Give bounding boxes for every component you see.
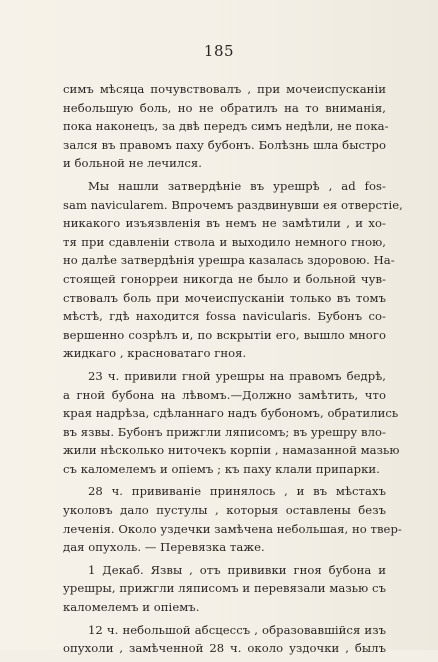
text-line: 12 ч. небольшой абсцессъ , образовавшійся изъ	[88, 622, 386, 637]
text-line: ствовалъ боль при мочеиспусканіи только въ томъ	[63, 290, 386, 305]
text-line: урешры, прижгли ляписомъ и перевязали мазью съ	[63, 581, 386, 596]
text-line: въ язвы. Бубонъ прижгли ляписомъ; въ урешру вло-	[63, 424, 387, 439]
text-line: и больной не лечился.	[63, 156, 202, 171]
text-line: зался въ правомъ паху бубонъ. Болѣзнь шла быстро	[63, 137, 386, 152]
text-line: никакого изъязвленія въ немъ не замѣтили , и хо-	[63, 216, 386, 231]
text-line: вершенно созрѣлъ и, по вскрытіи его, вышло много	[63, 327, 386, 342]
paragraph-5	[63, 561, 386, 617]
page-number: 185	[203, 42, 235, 60]
text-line: каломелемъ и опіемъ.	[63, 600, 200, 615]
text-line: дая опухоль. — Перевязка таже.	[63, 540, 265, 555]
page-body-text	[63, 80, 403, 662]
text-line: пока наконецъ, за двѣ передъ симъ недѣли, не пока-	[63, 119, 389, 134]
text-line: съ каломелемъ и опіемъ ; къ паху клали припарки.	[63, 461, 380, 476]
text-line: небольшую боль, но не обратилъ на то вниманія,	[63, 100, 386, 115]
text-line: уколовъ дало пустулы , которыя оставлены безъ	[63, 503, 386, 518]
text-line: мѣстѣ, гдѣ находится fossa navicularis. Бубонъ со-	[63, 309, 386, 324]
text-line: стоящей гонорреи никогда не было и больной чув-	[63, 271, 386, 286]
text-line: опухоли , замѣченной 28 ч. около уздочки , былъ	[63, 641, 386, 656]
text-line: 23 ч. привили гной урешры на правомъ бедрѣ,	[88, 368, 386, 383]
text-line: sam navicularem. Впрочемъ раздвинувши ея отверстіе,	[63, 197, 403, 212]
text-line: симъ мѣсяца почувствовалъ , при мочеиспусканіи	[63, 82, 386, 96]
text-line: края надрѣза, сдѣланнаго надъ бубономъ, обратились	[63, 406, 399, 421]
paragraph-3	[63, 367, 400, 479]
text-line: Мы нашли затвердѣніе въ урешрѣ , ad fos-	[88, 178, 386, 193]
text-line: жидкаго , красноватаго гноя.	[63, 346, 247, 361]
text-line: тя при сдавленіи ствола и выходило немного гною,	[63, 234, 386, 249]
text-line: но далѣе затвердѣнія урешра казалась здоровою. На-	[63, 253, 395, 268]
text-line: жили нѣсколько ниточекъ корпіи , намазанной мазью	[63, 443, 400, 458]
text-line: а гной бубона на лѣвомъ.—Должно замѣтить, что	[63, 387, 386, 402]
paragraph-6	[63, 621, 386, 658]
text-line: 28 ч. прививаніе принялось , и въ мѣстахъ	[88, 484, 386, 499]
paragraph-4	[63, 482, 402, 556]
text-line: 1 Декаб. Язвы , отъ прививки гноя бубона и	[88, 562, 386, 577]
paragraph-2	[63, 177, 403, 363]
text-line: леченія. Около уздечки замѣчена небольшая, но твер-	[63, 521, 402, 536]
paragraph-1	[63, 80, 389, 173]
